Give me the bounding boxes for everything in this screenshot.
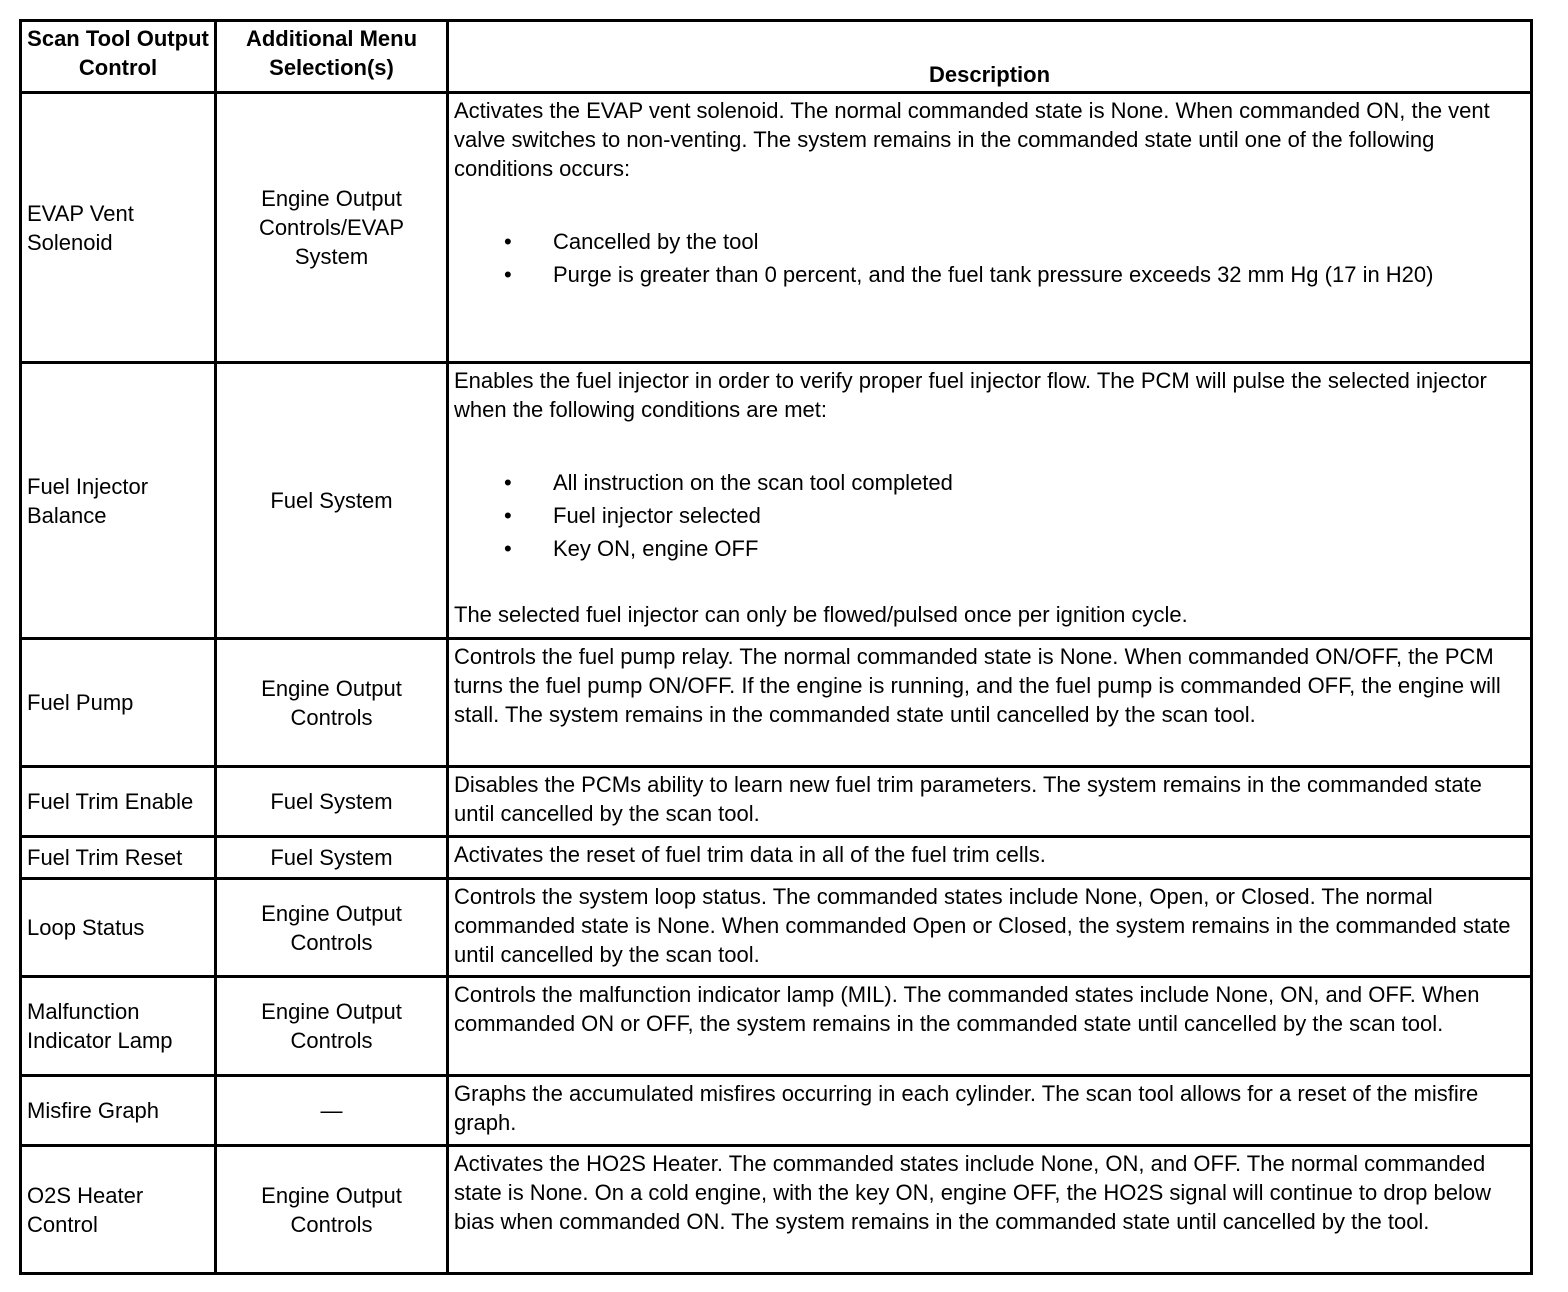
table-row [21,837,1532,879]
control-name: EVAP Vent Solenoid [21,93,216,363]
output-controls-table [19,19,1533,1275]
list-item: • Fuel injector selected [454,501,1525,530]
table-header-row [21,21,1532,93]
description: Enables the fuel injector in order to verify proper fuel injector flow. The PCM will pulse the selected injector when the following conditions are met: [454,368,1487,422]
table-row [21,879,1532,977]
header-scan-tool-output-control: Scan Tool Output Control [21,21,216,93]
menu-selection: Engine Output Controls [216,1146,448,1274]
menu-selection: — [216,1076,448,1146]
menu-selection: Fuel System [216,837,448,879]
control-name: Misfire Graph [21,1076,216,1146]
description-cell [448,93,1532,363]
description: Controls the system loop status. The commanded states include None, Open, or Closed. The normal commanded state is None. When commanded Open or Closed, the system remains in the commanded state until cancelled by the scan tool. [448,879,1532,977]
table-row [21,93,1532,363]
description: Activates the reset of fuel trim data in all of the fuel trim cells. [448,837,1532,879]
table-row [21,363,1532,639]
menu-selection: Engine Output Controls [216,977,448,1076]
description: Disables the PCMs ability to learn new fuel trim parameters. The system remains in the commanded state until cancelled by the scan tool. [448,767,1532,837]
description-cell [448,363,1532,639]
control-name: Fuel Trim Reset [21,837,216,879]
list-item: • Key ON, engine OFF [454,534,1525,563]
condition-list [454,468,1525,563]
note: The selected fuel injector can only be flowed/pulsed once per ignition cycle. [454,602,1188,627]
table-row [21,1076,1532,1146]
table-row [21,977,1532,1076]
menu-selection: Fuel System [216,767,448,837]
table-row [21,767,1532,837]
control-name: Loop Status [21,879,216,977]
control-name: Fuel Trim Enable [21,767,216,837]
control-name: Malfunction Indicator Lamp [21,977,216,1076]
control-name: Fuel Injector Balance [21,363,216,639]
header-description: Description [448,21,1532,93]
control-name: O2S Heater Control [21,1146,216,1274]
menu-selection: Engine Output Controls [216,879,448,977]
description: Controls the fuel pump relay. The normal commanded state is None. When commanded ON/OFF, the PCM turns the fuel pump ON/OFF. If the engine is running, and the fuel pump is commanded OFF, the engine will stall. The system remains in the commanded state until cancelled by the scan tool. [448,639,1532,767]
description: Activates the HO2S Heater. The commanded states include None, ON, and OFF. The normal commanded state is None. On a cold engine, with the key ON, engine OFF, the HO2S signal will continue to drop below bias when commanded ON. The system remains in the commanded state until cancelled by the tool. [448,1146,1532,1274]
description: Controls the malfunction indicator lamp (MIL). The commanded states include None, ON, and OFF. When commanded ON or OFF, the system remains in the commanded state until cancelled by the scan tool. [448,977,1532,1076]
control-name: Fuel Pump [21,639,216,767]
header-additional-menu-selections: Additional Menu Selection(s) [216,21,448,93]
menu-selection: Engine Output Controls [216,639,448,767]
table-row [21,639,1532,767]
table-row [21,1146,1532,1274]
list-item: • All instruction on the scan tool completed [454,468,1525,497]
menu-selection: Fuel System [216,363,448,639]
description: Activates the EVAP vent solenoid. The normal commanded state is None. When commanded ON, the vent valve switches to non-venting. The system remains in the commanded state until one of the following conditions occurs: [454,98,1490,181]
description: Graphs the accumulated misfires occurring in each cylinder. The scan tool allows for a reset of the misfire graph. [448,1076,1532,1146]
list-item: • Cancelled by the tool [454,227,1525,256]
condition-list [454,227,1525,289]
list-item: • Purge is greater than 0 percent, and the fuel tank pressure exceeds 32 mm Hg (17 in H20) [454,260,1525,289]
menu-selection: Engine Output Controls/EVAP System [216,93,448,363]
